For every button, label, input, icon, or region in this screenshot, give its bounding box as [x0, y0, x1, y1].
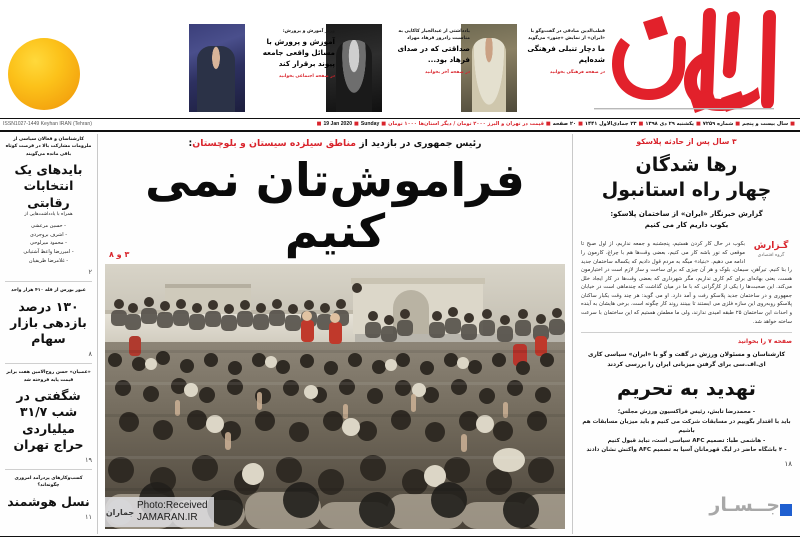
sidebar-headline: بایدهای یک انتخابات رقابتی: [14, 162, 83, 210]
afc-bullet: باید با اقتدار بگوییم در مسابقات شرکت می کنیم و باید میزبان مسابقات هم باشیم: [582, 418, 791, 435]
photo-credit-lines: [137, 500, 208, 524]
teaser-more-link[interactable]: در صفحه آخر بخوانید: [424, 69, 470, 75]
weekday-en: Sunday: [360, 120, 380, 127]
afc-kicker: [581, 351, 792, 370]
plasco-body-text: بکوب در حال کار کردن هستیم، پنجشنبه و جمعه نداریم، از اول صبح تا موقعی که نور باشه کار می کنیم، بعضی وقت‌ها هم با چراغ، کارمون را ادامه می دهیم. «بنیاد» میگه به مردم قول دادیم که یکساله ساختمان جدید را بنا کنیم. تیرآهن، سیمان، بلوک و هر آن چیزی که برای ساخت و ساز لازم است در اختیارمون هست، یعنی بهانه‌ای برای کم کاری نداریم، مگر شهرداری که بعضی وقت‌ها در کار ایجاد خلل می‌کند. این صحبت‌ها را یکی از کارگرانی که با ما در میان گذاشت که چندماهی است در خیابان جمهوری و در ساختمان جدید پلاسکو رفت و آمد دارد. او می گوید: هر چند وقت یکبار ساکنان پلاسکو روبه‌روی این سازه فلزی می ایستند تا ببینند روند کار چگونه است. برخی هایشان به آینده و احداث این ساختمان ۲۵ طبقه امیدی ندارند، ولی ما مطمئن هستیم که این ساختمان با سرعت ساخته خواهد شد.: [581, 241, 792, 325]
sidebar-kicker: «عصیان» حسن روح‌الامین هفت برابر قیمت پایه فروخته شد: [6, 370, 91, 383]
afc-bullets: [581, 408, 792, 455]
gregorian-persian-date: یکشنبه ۲۹ دی ۱۳۹۸: [645, 120, 694, 127]
sidebar-kicker: کسب‌وکارهای پردرآمد امروزی چگونه‌اند؟: [14, 476, 83, 489]
separator-square: ■: [638, 120, 644, 127]
teaser-photo-education-minister: [189, 24, 245, 112]
center-column: [99, 134, 571, 534]
plasco-headline: [581, 153, 792, 202]
teaser-headline: صداقتی که در صدای فرهاد بود...: [397, 44, 470, 65]
sidebar-page-number: ۱۹: [85, 456, 92, 465]
afc-kicker-line2: ای.اف.سی برای گرفتن میزبانی ایران را بررسی کردند: [607, 361, 766, 368]
afc-kicker-line1: کارشناسان و مسئولان ورزش در گفت و گو با «ایران» سیاسی کاری: [587, 352, 786, 359]
lead-kicker-part1: رئیس جمهوری در بازدید از: [356, 138, 482, 149]
date-en: 19 Jan 2020: [323, 120, 353, 127]
issn-label: ISSN1027-1449 Keyhan IRAN (Tehran): [3, 120, 92, 127]
teaser-headline: آموزش و پرورش با مسائل واقعی جامعه پیوند برقرار کند: [262, 37, 335, 68]
sidebar-kicker: کارشناسان و فعالان سیاسی از ملزومات مشارکت بالا در فرصت کوتاه باقی مانده می‌گویند: [5, 137, 92, 157]
teaser-more-link[interactable]: در صفحه اجتماعی بخوانید: [278, 73, 335, 79]
page-count: ۲۰ صفحه: [552, 120, 577, 127]
separator-square: ■: [578, 120, 583, 127]
separator-square: ■: [545, 120, 551, 127]
masthead: [0, 0, 800, 118]
lead-kicker-highlight: مناطق سیلزده سیستان و بلوچستان: [192, 138, 357, 149]
sidebar-headline: نسل هوشمند: [7, 493, 90, 509]
plasco-headline-line1: رها شدگان: [635, 154, 738, 177]
teaser-kicker: وزیر آموزش و پرورش:: [282, 29, 335, 34]
report-tag: [750, 241, 792, 259]
lead-headline: فراموش‌تان نمی کنیم: [145, 152, 525, 259]
plasco-subhead-line1: گزارش خبرنگار «ایران» از ساختمان پلاسکو:: [610, 210, 763, 219]
issue-number: شماره ۷۲۵۹: [702, 120, 734, 127]
date-strip: [0, 118, 800, 132]
teaser-headline: ما دچار تنبلی فرهنگی شده‌ایم: [527, 44, 605, 65]
teaser-kicker: قطب‌الدین صادقی در گفت‌وگو با «ایران» از نمایش «چنور» می‌گوید: [527, 29, 605, 42]
afc-headline: تهدید به تحریم: [617, 377, 756, 401]
sidebar-headline: ۱۳۰ درصد بازدهی بازار سهام: [10, 298, 87, 347]
jasaar-watermark: [709, 494, 794, 516]
teaser-more-link[interactable]: در صفحه فرهنگی بخوانید: [549, 69, 605, 75]
report-tag-label: گـزارش: [753, 241, 789, 252]
plasco-kicker: ۳ سال پس از حادثه پلاسکو: [636, 137, 737, 146]
sidebar-contributor-list: [5, 222, 92, 265]
photo-credit-site: JAMARAN.IR: [137, 512, 198, 523]
afc-bullet: - هاشمی طبا: تصمیم AFC سیاسی است، نباید قبول کنیم: [607, 437, 766, 444]
sidebar-headline: شگفتی در شب ۳۱/۷ میلیاردی حراج تهران: [13, 388, 84, 452]
right-sidebar-column: [572, 134, 800, 534]
afc-page-number: ۱۸: [784, 460, 792, 469]
sun-graphic-icon: [8, 38, 80, 110]
main-photo-crowd: [105, 264, 565, 529]
photo-credit: [105, 497, 214, 527]
sidebar-item-tehran-auction[interactable]: [5, 369, 92, 470]
separator-square: ■: [695, 120, 701, 127]
sidebar-contributor: - غلامرضا ظریفیان: [28, 257, 69, 264]
separator-square: ■: [790, 120, 795, 127]
sidebar-contributor: - محمود میرلوحی: [30, 240, 67, 247]
lead-kicker: [105, 137, 565, 151]
sidebar-contributor: - اشرف بروجردی: [29, 231, 68, 238]
teaser-text: [517, 28, 605, 75]
afc-bullet: - محمدرضا تابش، رئیس فراکسیون ورزش مجلس؛: [617, 409, 756, 416]
sidebar-contributor: - امیررضا واعظ آشتیانی: [23, 249, 74, 256]
plasco-headline-line2: چهار راه استانبول: [601, 178, 772, 201]
sidebar-kicker: عبور بورس از قله ۴۱۰ هزار واحد: [11, 288, 86, 294]
sidebar-page-number: ۲: [88, 268, 92, 277]
footer-rule: [0, 536, 800, 549]
sidebar-list-lead: همراه با یادداشت‌هایی از: [24, 211, 73, 217]
body-area: [0, 134, 800, 534]
sidebar-page-number: ۱۱: [85, 512, 92, 521]
separator-square: ■: [735, 120, 741, 127]
year-label: سال بیست و پنجم: [742, 120, 789, 127]
sidebar-item-stock-market[interactable]: [5, 287, 92, 364]
separator-square: ■: [381, 120, 387, 127]
separator-square: ■: [316, 120, 322, 127]
lead-page-numbers: ۳ و ۸: [109, 250, 130, 259]
separator-square: ■: [354, 120, 359, 127]
report-tag-desk: گروه اقتصادی: [757, 253, 785, 259]
afc-bullet: - ۴ باشگاه حاضر در لیگ قهرمانان آسیا به تصمیم AFC واکنش نشان دادند: [586, 446, 787, 453]
teaser-text: [382, 28, 470, 75]
left-sidebar-column: [0, 134, 98, 534]
teaser-kicker: یادداشتی از عبدالجبار کاکایی به مناسبت زادروز فرهاد مهراد: [398, 29, 470, 42]
photo-credit-source: Photo:Received: [137, 500, 208, 512]
plasco-subhead-line2: بکوب داریم کار می کنیم: [644, 221, 729, 230]
jasaar-watermark-text: جــسـار: [709, 494, 780, 516]
sidebar-contributor: - حسین مرعشی: [31, 223, 66, 230]
jamaran-logo-icon: [107, 499, 133, 525]
price-label: قیمت در تهران و البرز ۲۰۰۰ تومان / دیگر استان‌ها ۱۰۰۰ تومان: [388, 120, 544, 127]
sidebar-item-smart-generation[interactable]: [5, 475, 92, 526]
teaser-text: [247, 28, 335, 79]
sidebar-page-number: ۸: [88, 350, 92, 359]
sidebar-item-elections[interactable]: [5, 136, 92, 282]
plasco-subhead: [581, 209, 792, 231]
plasco-article: [581, 240, 792, 326]
lead-kicker-part2: :: [188, 138, 193, 149]
hijri-date: ۲۳ جمادی‌الاول ۱۴۴۱: [584, 120, 637, 127]
jamaran-logo-text: جماران: [105, 507, 135, 517]
plasco-more-link[interactable]: صفحه ۷ را بخوانید: [581, 332, 792, 345]
jasaar-square-icon: [780, 504, 792, 516]
